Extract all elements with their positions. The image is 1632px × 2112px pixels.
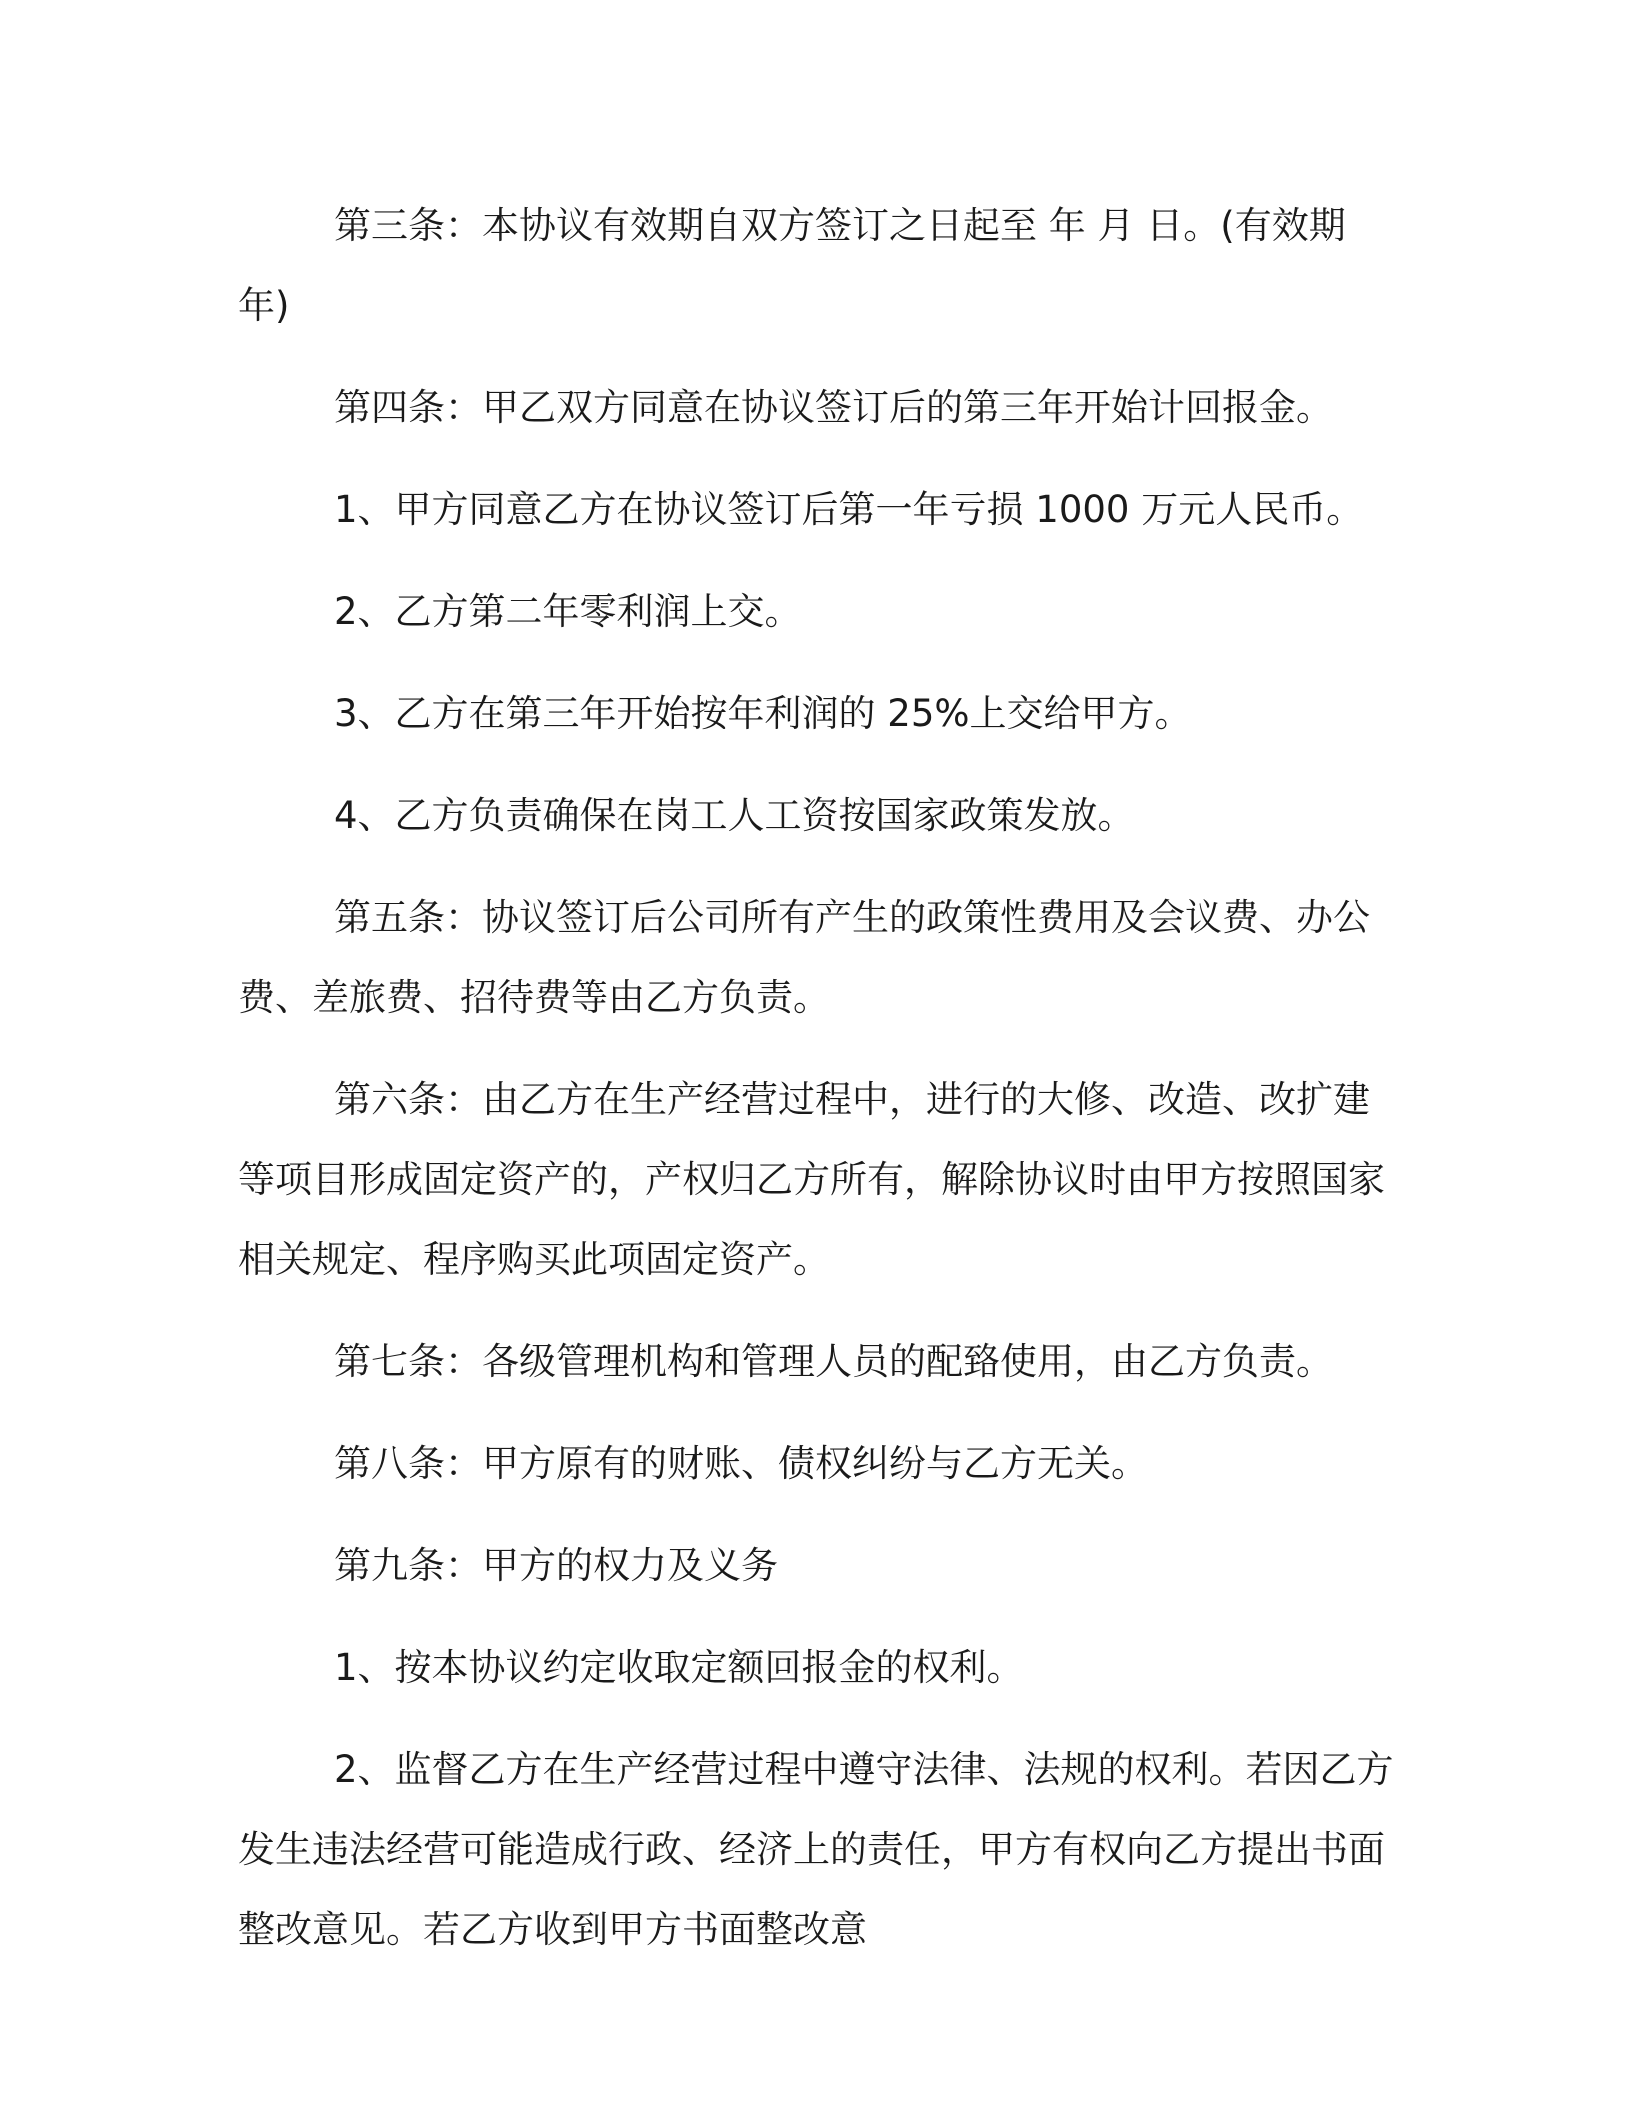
paragraph-article-3: 第三条：本协议有效期自双方签订之日起至 年 月 日。(有效期 年) <box>238 204 1346 327</box>
paragraph-article-9-item-2: 2、监督乙方在生产经营过程中遵守法律、法规的权利。若因乙方发生违法经营可能造成行政、经济上的责任，甲方有权向乙方提出书面整改意见。若乙方收到甲方书面整改意 <box>238 1748 1394 1951</box>
paragraph-article-7: 第七条：各级管理机构和管理人员的配臵使用，由乙方负责。 <box>334 1340 1333 1383</box>
document-body <box>238 186 1398 1992</box>
paragraph-article-4-item-3: 3、乙方在第三年开始按年利润的 25%上交给甲方。 <box>334 692 1192 735</box>
paragraph-article-4: 第四条：甲乙双方同意在协议签订后的第三年开始计回报金。 <box>334 386 1333 429</box>
paragraph-article-9-item-1: 1、按本协议约定收取定额回报金的权利。 <box>334 1646 1024 1689</box>
paragraph-article-6: 第六条：由乙方在生产经营过程中，进行的大修、改造、改扩建等项目形成固定资产的，产权归乙方所有，解除协议时由甲方按照国家相关规定、程序购买此项固定资产。 <box>238 1078 1385 1281</box>
paragraph-article-4-item-1: 1、甲方同意乙方在协议签订后第一年亏损 1000 万元人民币。 <box>334 488 1364 531</box>
paragraph-article-8: 第八条：甲方原有的财账、债权纠纷与乙方无关。 <box>334 1442 1148 1485</box>
paragraph-article-4-item-4: 4、乙方负责确保在岗工人工资按国家政策发放。 <box>334 794 1135 837</box>
paragraph-article-5: 第五条：协议签订后公司所有产生的政策性费用及会议费、办公费、差旅费、招待费等由乙方负责。 <box>238 896 1370 1019</box>
paragraph-article-9: 第九条：甲方的权力及义务 <box>334 1544 778 1587</box>
paragraph-article-4-item-2: 2、乙方第二年零利润上交。 <box>334 590 802 633</box>
